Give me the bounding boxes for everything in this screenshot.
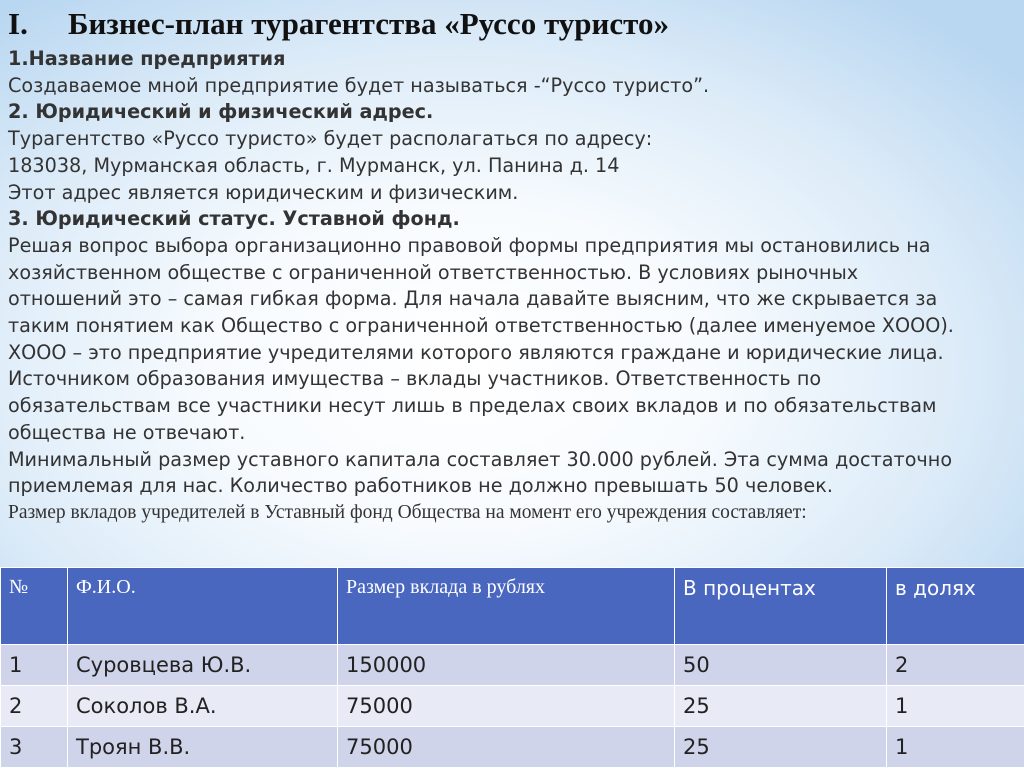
cell-percent: 25: [675, 686, 887, 727]
paragraph-line: Решая вопрос выбора организационно правовой формы предприятия мы остановились на: [8, 233, 1018, 260]
paragraph-line: обязательствам все участники несут лишь в пределах своих вкладов и по обязательствам: [8, 393, 1018, 420]
table-row: [1, 645, 1024, 686]
paragraph-line: Минимальный размер уставного капитала составляет 30.000 рублей. Эта сумма достаточно: [8, 447, 1018, 474]
page-title: [8, 6, 669, 42]
cell-number: 3: [1, 727, 68, 768]
table-header-row: [1, 568, 1024, 645]
cell-percent: 25: [675, 727, 887, 768]
paragraph-line: Этот адрес является юридическим и физическим.: [8, 180, 1018, 207]
cell-name: Соколов В.А.: [68, 686, 338, 727]
paragraph-line: Источником образования имущества – вклады участников. Ответственность по: [8, 366, 1018, 393]
paragraph-line: отношений это – самая гибкая форма. Для начала давайте выясним, что же скрывается за: [8, 286, 1018, 313]
founders-table: [0, 567, 1024, 768]
body-text: [8, 46, 1018, 527]
paragraph-line: таким понятием как Общество с ограниченной ответственностью (далее именуемое ХООО).: [8, 313, 1018, 340]
paragraph-line: хозяйственном обществе с ограниченной ответственностью. В условиях рыночных: [8, 260, 1018, 287]
cell-number: 1: [1, 645, 68, 686]
paragraph-line: 183038, Мурманская область, г. Мурманск, ул. Панина д. 14: [8, 153, 1018, 180]
cell-percent: 50: [675, 645, 887, 686]
section-heading: 3. Юридический статус. Уставной фонд.: [8, 206, 1018, 233]
paragraph-line: приемлемая для нас. Количество работников не должно превышать 50 человек.: [8, 473, 1018, 500]
cell-amount: 75000: [338, 686, 675, 727]
cell-name: Суровцева Ю.В.: [68, 645, 338, 686]
paragraph-line: Создаваемое мной предприятие будет называться -“Руссо туристо”.: [8, 73, 1018, 100]
header-name: Ф.И.О.: [68, 568, 338, 645]
cell-number: 2: [1, 686, 68, 727]
cell-shares: 1: [887, 727, 1024, 768]
cell-shares: 1: [887, 686, 1024, 727]
header-amount: Размер вклада в рублях: [338, 568, 675, 645]
text-lines: [8, 46, 1018, 500]
section-heading: 1.Название предприятия: [8, 46, 1018, 73]
table-row: [1, 727, 1024, 768]
cell-amount: 150000: [338, 645, 675, 686]
paragraph-line: Турагентство «Руссо туристо» будет располагаться по адресу:: [8, 126, 1018, 153]
header-percent: В процентах: [675, 568, 887, 645]
cell-shares: 2: [887, 645, 1024, 686]
cell-amount: 75000: [338, 727, 675, 768]
contribution-intro: Размер вкладов учредителей в Уставный фонд Общества на момент его учреждения составляет:: [8, 500, 1018, 527]
paragraph-line: ХООО – это предприятие учредителями которого являются граждане и юридические лица.: [8, 340, 1018, 367]
paragraph-line: общества не отвечают.: [8, 420, 1018, 447]
header-shares: в долях: [887, 568, 1024, 645]
table-row: [1, 686, 1024, 727]
table-body: [1, 645, 1024, 768]
section-heading: 2. Юридический и физический адрес.: [8, 99, 1018, 126]
title-numeral: I.: [8, 6, 68, 42]
cell-name: Троян В.В.: [68, 727, 338, 768]
header-number: №: [1, 568, 68, 645]
title-text: Бизнес-план турагентства «Руссо туристо»: [68, 6, 669, 41]
